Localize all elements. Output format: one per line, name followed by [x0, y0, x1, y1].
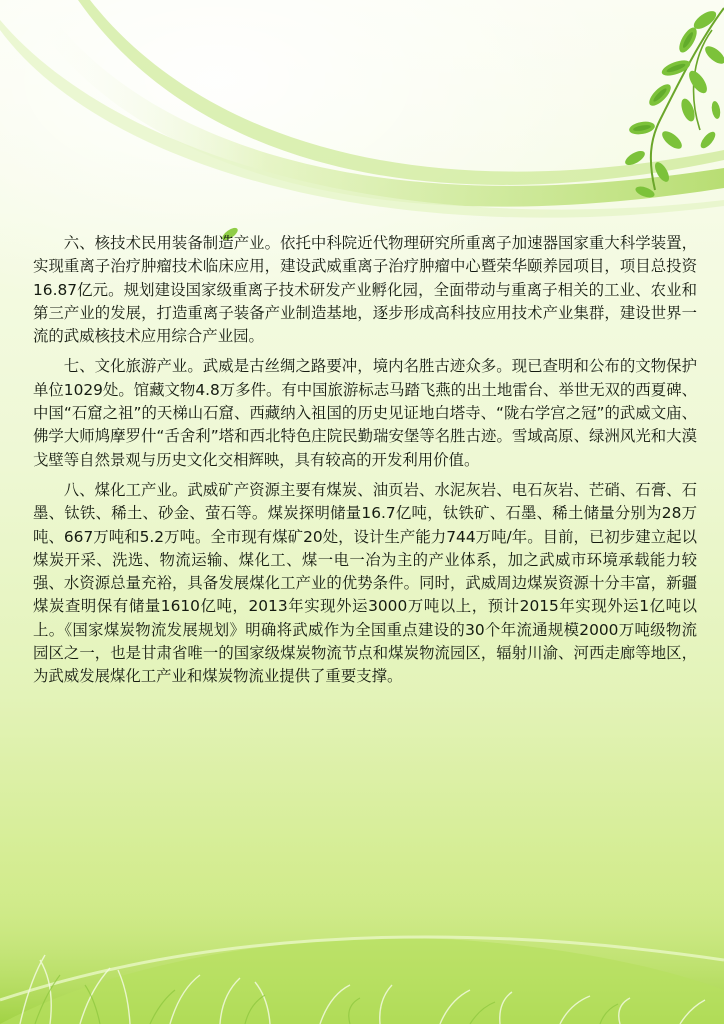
bottom-grass: [0, 880, 724, 1024]
article-body: [33, 232, 697, 696]
paragraph-nuclear-tech: 六、核技术民用装备制造产业。依托中科院近代物理研究所重离子加速器国家重大科学装置，实现重离子治疗肿瘤技术临床应用，建设武威重离子治疗肿瘤中心暨荣华颐养园项目，项目总投资16.87亿元。规划建设国家级重离子技术研发产业孵化园，全面带动与重离子相关的工业、农业和第三产业的发展，打造重离子装备产业制造基地，逐步形成高科技应用技术产业集群，建设世界一流的武威核技术应用综合产业园。: [33, 234, 697, 346]
paragraph-culture-tourism: 七、文化旅游产业。武威是古丝绸之路要冲，境内名胜古迹众多。现已查明和公布的文物保护单位1029处。馆藏文物4.8万多件。有中国旅游标志马踏飞燕的出土地雷台、举世无双的西夏碑、中国“石窟之祖”的天梯山石窟、西藏纳入祖国的历史见证地白塔寺、“陇右学宫之冠”的武威文庙、佛学大师鸠摩罗什“舌舍利”塔和西北特色庄院民勤瑞安堡等名胜古迹。雪域高原、绿洲风光和大漠戈壁等自然景观与历史文化交相辉映，具有较高的开发利用价值。: [33, 357, 697, 469]
paragraph-coal-chemical: 八、煤化工产业。武威矿产资源主要有煤炭、油页岩、水泥灰岩、电石灰岩、芒硝、石膏、石墨、钛铁、稀土、砂金、萤石等。煤炭探明储量16.7亿吨，钛铁矿、石墨、稀土储量分别为28万吨、667万吨和5.2万吨。全市现有煤矿20处，设计生产能力744万吨/年。目前，已初步建立起以煤炭开采、洗选、物流运输、煤化工、煤一电一冶为主的产业体系，加之武威市环境承载能力较强、水资源总量充裕，具备发展煤化工产业的优势条件。同时，武威周边煤炭资源十分丰富，新疆煤炭查明保有储量1610亿吨，2013年实现外运3000万吨以上，预计2015年实现外运1亿吨以上。《国家煤炭物流发展规划》明确将武威作为全国重点建设的30个年流通规模2000万吨级物流园区之一，也是甘肃省唯一的国家级煤炭物流节点和煤炭物流园区，辐射川渝、河西走廊等地区，为武威发展煤化工产业和煤炭物流业提供了重要支撑。: [33, 480, 697, 686]
